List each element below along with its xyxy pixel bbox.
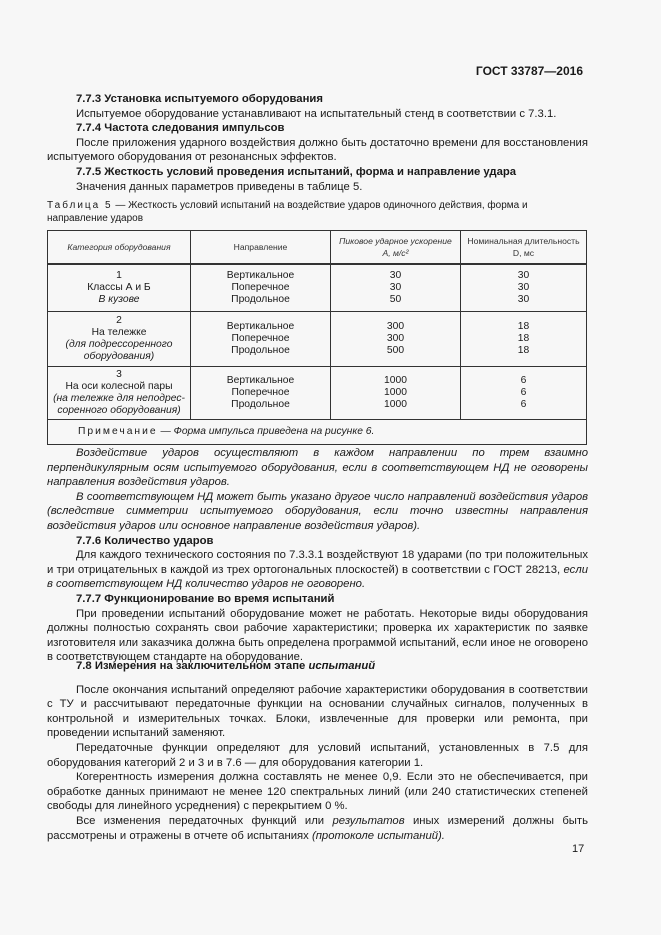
text-italic: если в соответствующем НД количество ударов не оговорено. — [47, 563, 588, 591]
paragraph — [47, 814, 588, 843]
body-middle — [47, 446, 588, 665]
col-header: Пиковое ударное ускорение A, м/с² — [331, 231, 461, 265]
page-number: 17 — [572, 843, 585, 855]
section-78 — [47, 659, 588, 843]
text: Для каждого технического состояния по 7.3.3.1 воздействуют 18 ударами (по три положительных и три отрицательных в каждой из трех ортогональных плоскостей) в соответствии с ГОСТ 28213, — [47, 549, 588, 576]
category-number: 2 — [116, 315, 122, 326]
table-row — [48, 264, 587, 312]
category-number: 1 — [116, 270, 122, 281]
section-title: 7.7.6 Количество ударов — [76, 534, 214, 547]
direction-cell: Вертикальное Поперечное Продольное — [191, 312, 331, 367]
duration-cell: 30 30 30 — [461, 264, 587, 312]
duration-cell: 18 18 18 — [461, 312, 587, 367]
table-caption — [47, 199, 588, 225]
paragraph: После приложения ударного воздействия должно быть достаточно времени для восстановления испытуемого оборудования от резонансных эффектов. — [47, 136, 588, 164]
caption-label: Таблица 5 — [47, 200, 113, 211]
caption-text: — Жесткость условий испытаний на воздействие ударов одиночного действия, форма и направление ударов — [47, 200, 528, 224]
category-name: На оси колесной пары — [65, 381, 173, 392]
table-row — [48, 312, 587, 367]
paragraph: Значения данных параметров приведены в таблице 5. — [76, 180, 363, 193]
category-cell — [48, 264, 191, 312]
section-title: 7.7.4 Частота следования импульсов — [76, 122, 285, 135]
shock-parameters-table — [47, 230, 587, 445]
category-cell — [48, 312, 191, 367]
col-header: Категория оборудования — [48, 231, 191, 265]
acceleration-cell: 30 30 50 — [331, 264, 461, 312]
category-cell — [48, 367, 191, 420]
text-italic: (протоколе испытаний). — [311, 829, 445, 842]
paragraph: Воздействие ударов осуществляют в каждом направлении по трем взаимно перпендикулярным осям испытуемого оборудования, если в соответствующем НД не оговорены направления воздействия ударов. — [47, 447, 588, 489]
category-note: (для подрессоренного оборудования) — [65, 339, 173, 362]
table-row — [48, 367, 587, 420]
col-header: Номинальная длительность D, мс — [461, 231, 587, 265]
section-title: 7.7.5 Жесткость условий проведения испытаний, форма и направление удара — [76, 165, 517, 178]
sections-773-775 — [47, 92, 588, 194]
category-number: 3 — [116, 369, 122, 380]
paragraph: При проведении испытаний оборудование может не работать. Некоторые виды оборудования должны полностью сохранять свои рабочие характеристики; проверка их характеристик по заявке изготовителя или заказчика должна быть определена программой испытаний, если иное не оговорено в соответствующем стандарте на оборудование. — [47, 607, 588, 664]
category-note: (на тележке для неподрес-соренного оборудования) — [53, 393, 185, 416]
note-label: Примечание — [78, 426, 158, 437]
table-note — [48, 420, 587, 445]
acceleration-cell: 1000 1000 1000 — [331, 367, 461, 420]
direction-cell: Вертикальное Поперечное Продольное — [191, 264, 331, 312]
col-header: Направление — [191, 231, 331, 265]
category-note: В кузове — [98, 294, 140, 305]
section-title: 7.7.3 Установка испытуемого оборудования — [76, 93, 323, 105]
direction-cell: Вертикальное Поперечное Продольное — [191, 367, 331, 420]
paragraph: Когерентность измерения должна составлять не менее 0,9. Если это не обеспечивается, при обработке данных принимают не менее 120 спектральных линий (или 240 статистических степеней свободы для линейного усреднения) с перекрытием 0 %. — [47, 771, 588, 813]
title: 7.8 Измерения на заключительном этапе — [76, 660, 309, 672]
text-italic: результатов — [332, 814, 405, 827]
note-text: — Форма импульса приведена на рисунке 6. — [157, 426, 375, 437]
paragraph — [47, 548, 588, 592]
category-name: Классы А и Б — [87, 282, 151, 293]
category-name: На тележке — [91, 327, 147, 338]
acceleration-cell: 300 300 500 — [331, 312, 461, 367]
title-italic: испытаний — [308, 660, 376, 672]
section-title: 7.7.7 Функционирование во время испытаний — [76, 592, 335, 605]
section-title — [47, 659, 588, 674]
paragraph: В соответствующем НД может быть указано другое число направлений воздействия ударов (вследствие симметрии испытуемого оборудования, если точно известны направления воздействия ударов или основное направление воздействия ударов). — [47, 490, 588, 532]
document-id: ГОСТ 33787—2016 — [475, 64, 583, 78]
paragraph: После окончания испытаний определяют рабочие характеристики оборудования в соответствии с ТУ и рассчитывают передаточные функции на основании случайных сигналов, полученных в контрольной и измерительных точках. Блоки, извлеченные для проверки или ремонта, при проведении испытаний заменяют. — [47, 683, 588, 740]
text: Все изменения передаточных функций или — [76, 814, 333, 827]
text: иных измерений должны быть рассмотрены и отражены в отчете об испытаниях — [47, 814, 588, 842]
paragraph: Передаточные функции определяют для условий испытаний, установленных в 7.5 для оборудования категорий 2 и 3 и в 7.6 — для оборудования категории 1. — [47, 741, 588, 769]
duration-cell: 6 6 6 — [461, 367, 587, 420]
paragraph: Испытуемое оборудование устанавливают на испытательный стенд в соответствии с 7.3.1. — [76, 107, 557, 120]
